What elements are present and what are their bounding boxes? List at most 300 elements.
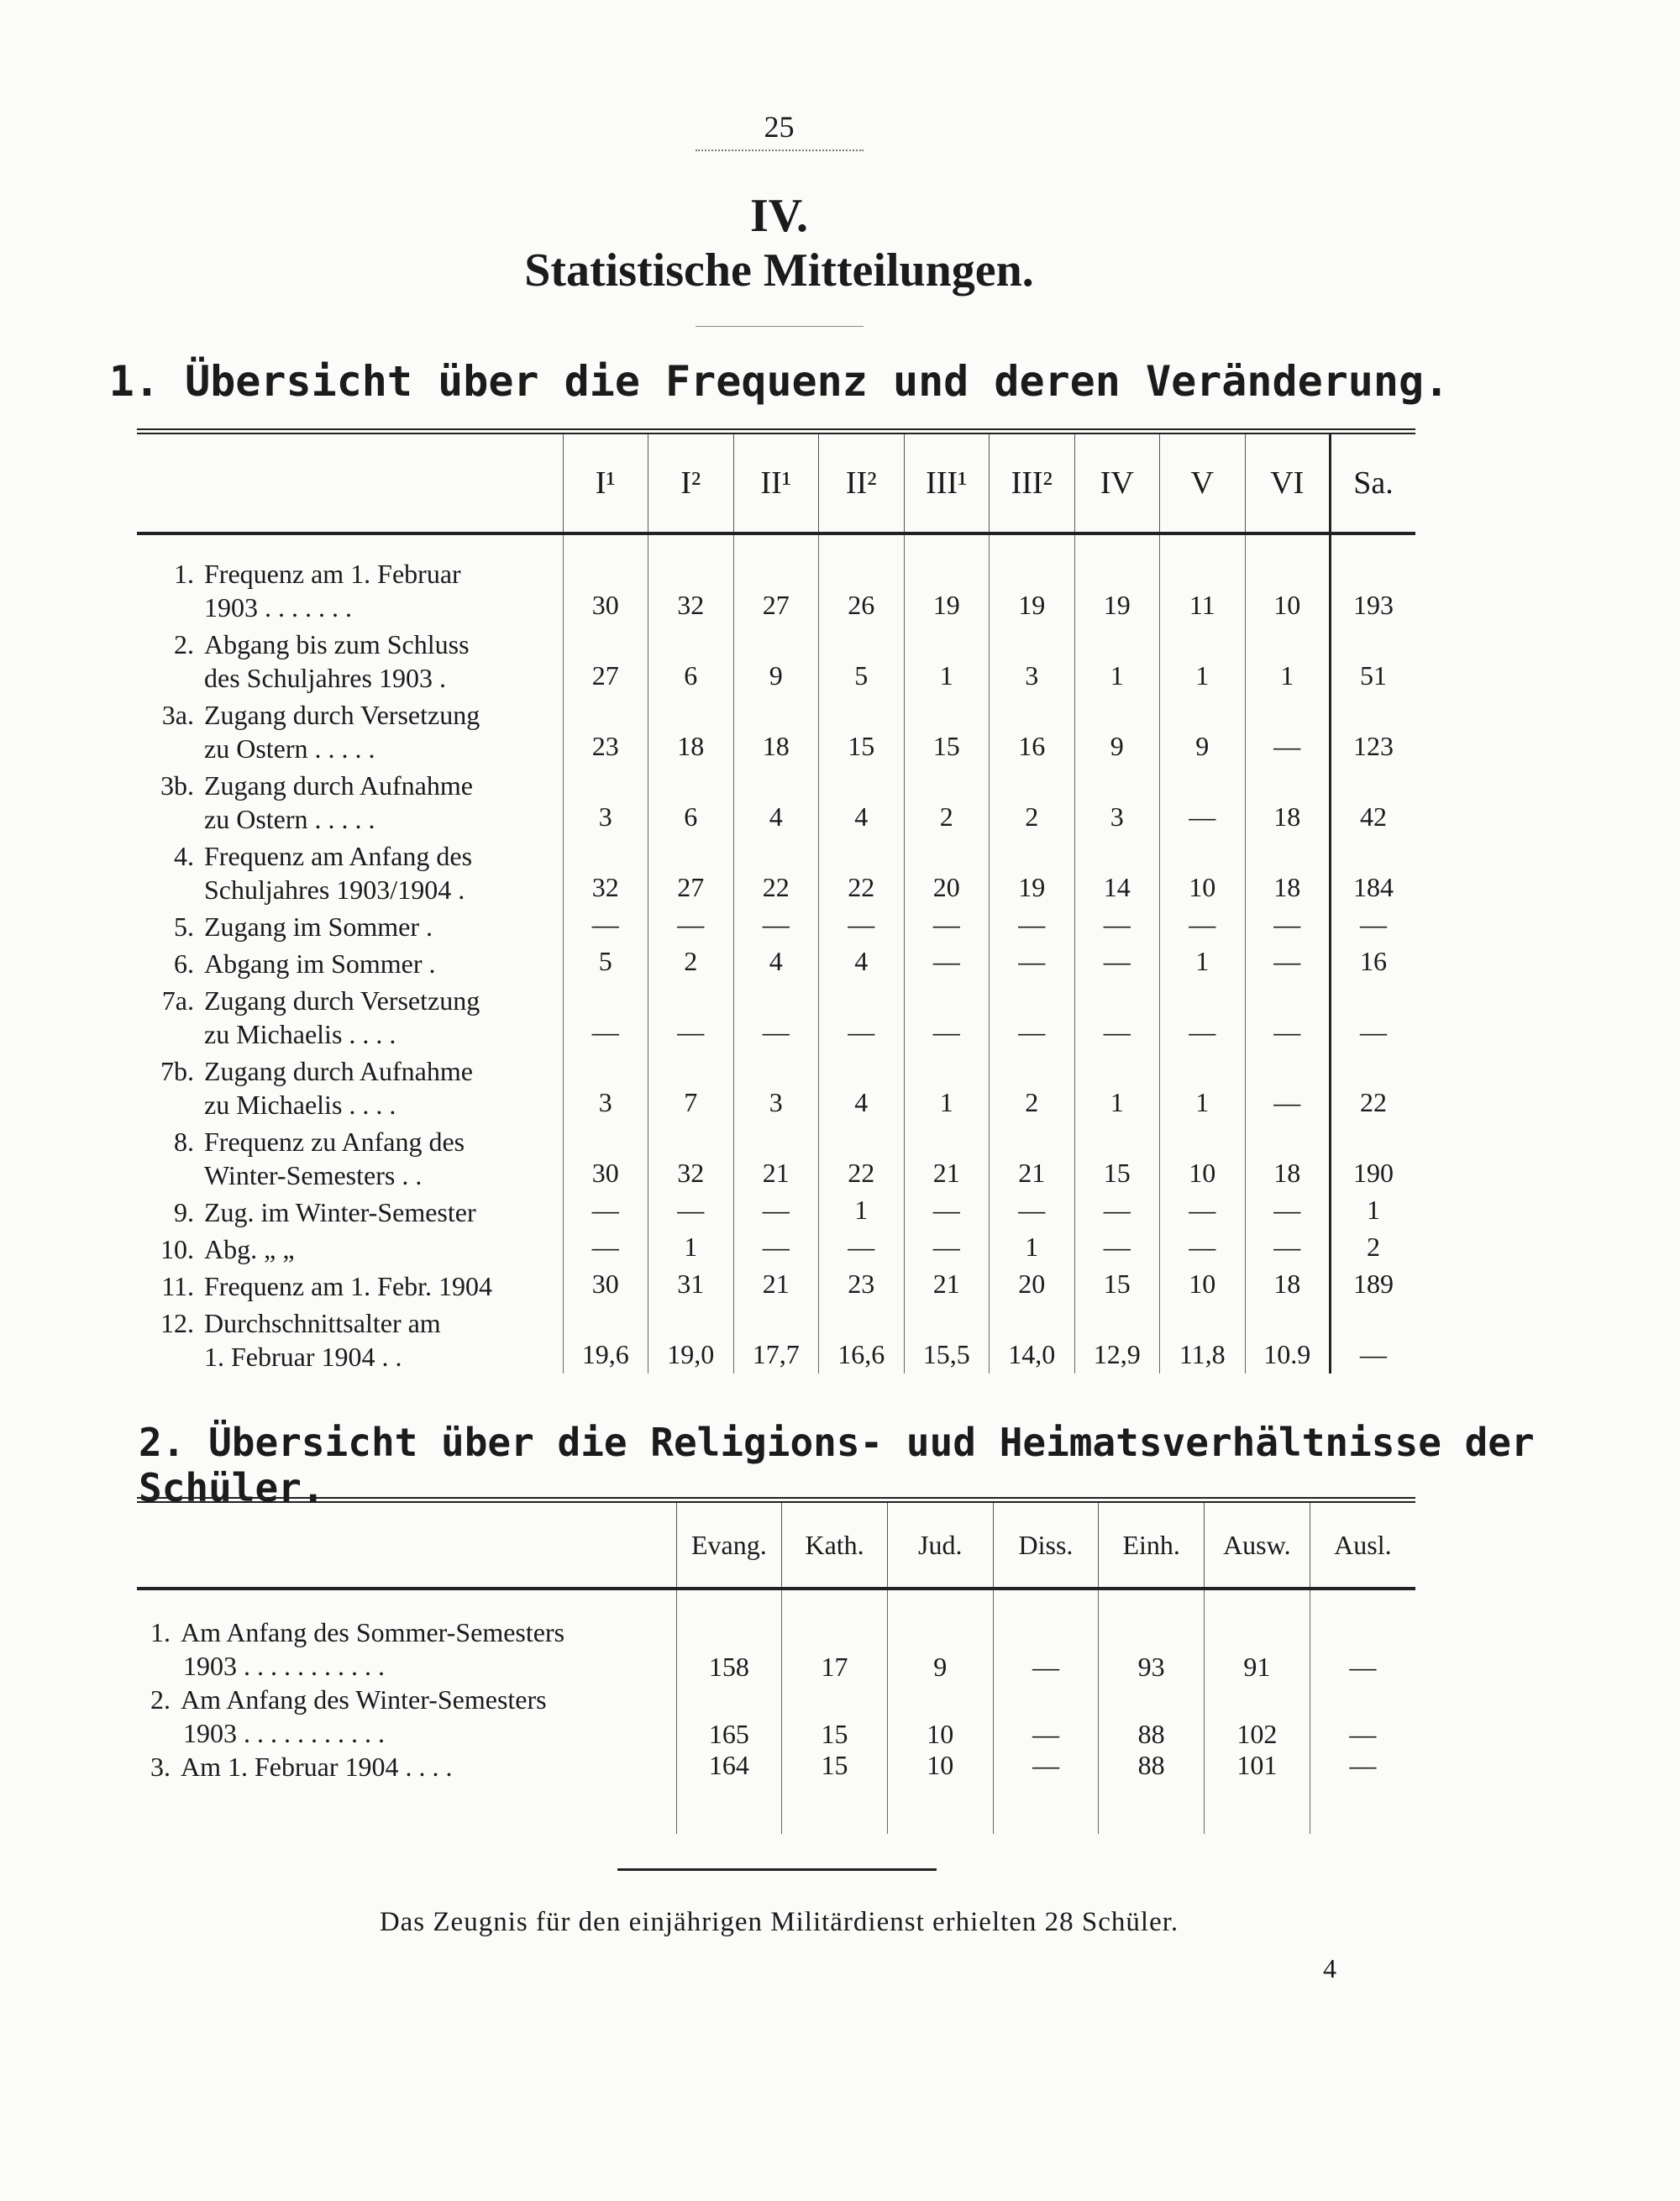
table-cell: 193 [1331, 533, 1416, 624]
table-cell: 14 [1074, 836, 1160, 906]
table-cell: 184 [1331, 836, 1416, 906]
table-cell: — [1074, 1192, 1160, 1229]
table-cell: 10.9 [1245, 1303, 1331, 1374]
table-cell: 11 [1160, 533, 1246, 624]
table-cell: 1 [1331, 1192, 1416, 1229]
row-label-text: Winter-Semesters . . [204, 1160, 423, 1190]
row-label-text: des Schuljahres 1903 . [204, 663, 446, 693]
table-cell: 27 [648, 836, 734, 906]
table-cell: — [990, 1192, 1075, 1229]
table-cell: — [819, 980, 905, 1051]
row-label-text: 1903 . . . . . . . [204, 592, 352, 622]
row-label-text: zu Michaelis . . . . [204, 1019, 396, 1049]
table-cell: 4 [819, 765, 905, 836]
column-header: V [1160, 432, 1246, 534]
row-label-text: Abgang im Sommer . [204, 948, 436, 979]
row-label-text: 1. Februar 1904 . . [204, 1342, 402, 1372]
table-cell: 20 [904, 836, 990, 906]
table-row [137, 695, 1415, 765]
header-blank-cell [137, 432, 563, 534]
row-number: 8. [174, 1127, 194, 1157]
table-cell: 3 [733, 1051, 819, 1122]
footnote: Das Zeugnis für den einjährigen Militärdienst erhielten 28 Schüler. [379, 1907, 1179, 1937]
row-label-text: Abgang bis zum Schluss [204, 629, 470, 659]
table-cell: 15 [904, 695, 990, 765]
closing-rule [617, 1868, 937, 1871]
table-cell: 7 [648, 1051, 734, 1122]
table-cell: 18 [1245, 765, 1331, 836]
row-label [137, 1229, 563, 1266]
row-label-text: Am 1. Februar 1904 . . . . [181, 1752, 453, 1782]
row-label-text: zu Michaelis . . . . [204, 1090, 396, 1120]
table-cell: — [1245, 695, 1331, 765]
table-cell: — [1310, 1683, 1415, 1750]
table-cell: 15 [782, 1683, 888, 1750]
table-cell: 22 [1331, 1051, 1416, 1122]
row-label-line [137, 1232, 563, 1266]
table-cell: 88 [1099, 1683, 1205, 1750]
row-number: 5. [174, 911, 194, 942]
table-cell: 2 [648, 943, 734, 980]
table-cell: 27 [733, 533, 819, 624]
table-cell: — [1331, 906, 1416, 943]
row-number: 10. [160, 1234, 194, 1264]
column-header: III² [990, 432, 1075, 534]
table-cell: 30 [563, 1122, 648, 1192]
table-cell: 3 [1074, 765, 1160, 836]
table-cell: 1 [819, 1192, 905, 1229]
row-label [137, 1303, 563, 1374]
row-label-line [137, 591, 563, 624]
row-label-text: Zug. im Winter-Semester [204, 1197, 476, 1227]
table-cell: 1 [648, 1229, 734, 1266]
table-cell: — [904, 980, 990, 1051]
table-cell: — [993, 1750, 1099, 1834]
table-cell: 18 [1245, 1122, 1331, 1192]
table-cell: — [819, 906, 905, 943]
table-cell: 10 [1160, 1266, 1246, 1303]
row-label-line [137, 1158, 563, 1192]
table-cell: 4 [819, 1051, 905, 1122]
row-number: 3a. [161, 700, 194, 730]
table-cell: — [563, 1229, 648, 1266]
row-label [137, 533, 563, 624]
row-number: 1. [174, 559, 194, 589]
row-label-text: Frequenz zu Anfang des [204, 1127, 465, 1157]
column-header: II² [819, 432, 905, 534]
table-cell: 32 [563, 836, 648, 906]
table-row [137, 1589, 1415, 1683]
table-cell: 15 [1074, 1122, 1160, 1192]
row-label [137, 1051, 563, 1122]
table-cell: — [1245, 906, 1331, 943]
row-label-text: zu Ostern . . . . . [204, 733, 375, 764]
table-cell: 15 [782, 1750, 888, 1834]
table-cell: — [904, 1192, 990, 1229]
row-label-text: Am Anfang des Winter-Semesters [181, 1684, 547, 1715]
table-row [137, 836, 1415, 906]
row-number: 6. [174, 948, 194, 979]
row-label-text: Abg. „ „ [204, 1234, 295, 1264]
row-number: 2. [174, 629, 194, 659]
table-cell: — [1160, 1192, 1246, 1229]
table-cell: 14,0 [990, 1303, 1075, 1374]
row-number: 3b. [160, 770, 194, 801]
table-cell: — [733, 980, 819, 1051]
table-row [137, 1303, 1415, 1374]
table-row [137, 624, 1415, 695]
table-cell: — [904, 906, 990, 943]
table-cell: — [563, 1192, 648, 1229]
table-cell: 15 [819, 695, 905, 765]
table-cell: — [563, 906, 648, 943]
table-cell: 3 [563, 1051, 648, 1122]
table-cell: — [1160, 980, 1246, 1051]
table-row [137, 533, 1415, 624]
column-header: Ausw. [1205, 1500, 1310, 1589]
table-cell: 18 [1245, 1266, 1331, 1303]
column-header: Diss. [993, 1500, 1099, 1589]
table-cell: 123 [1331, 695, 1416, 765]
table-cell: 190 [1331, 1122, 1416, 1192]
table-cell: 9 [733, 624, 819, 695]
table-cell: 23 [563, 695, 648, 765]
row-label-line [137, 910, 563, 943]
table-cell: 165 [676, 1683, 782, 1750]
table-cell: 2 [1331, 1229, 1416, 1266]
table-cell: 18 [733, 695, 819, 765]
table-cell: 17,7 [733, 1303, 819, 1374]
table-cell: 27 [563, 624, 648, 695]
table-cell: — [1331, 980, 1416, 1051]
row-label-text: Zugang durch Versetzung [204, 985, 480, 1016]
table-row [137, 1683, 1415, 1750]
table-cell: — [1245, 1192, 1331, 1229]
table-cell: 18 [648, 695, 734, 765]
table-cell: — [990, 980, 1075, 1051]
table-cell: 101 [1205, 1750, 1310, 1834]
table-cell: 2 [990, 1051, 1075, 1122]
table2-heading: 2. Übersicht über die Religions- uud Heimatsverhältnisse der Schüler. [139, 1420, 1535, 1510]
table-cell: — [1160, 906, 1246, 943]
table-cell: — [648, 906, 734, 943]
row-label-text: Durchschnittsalter am [204, 1308, 441, 1338]
table-cell: — [648, 980, 734, 1051]
row-number: 12. [160, 1308, 194, 1338]
table-cell: 10 [887, 1683, 993, 1750]
column-header: Evang. [676, 1500, 782, 1589]
table-cell: 30 [563, 533, 648, 624]
row-label-line [137, 1088, 563, 1122]
table-cell: 6 [648, 765, 734, 836]
table-cell: 15 [1074, 1266, 1160, 1303]
row-label-line [137, 1649, 676, 1683]
column-header: Einh. [1099, 1500, 1205, 1589]
table-cell: 10 [1160, 836, 1246, 906]
section-number: IV. [749, 190, 808, 242]
row-label-line [137, 698, 563, 732]
table-cell: 21 [733, 1122, 819, 1192]
row-label-line [137, 1716, 676, 1750]
table-cell: 15,5 [904, 1303, 990, 1374]
row-label [137, 1683, 676, 1750]
row-label [137, 1266, 563, 1303]
column-header: I¹ [563, 432, 648, 534]
table-cell: 16 [1331, 943, 1416, 980]
table-cell: 1 [904, 1051, 990, 1122]
table-cell: 19,0 [648, 1303, 734, 1374]
table-row [137, 1122, 1415, 1192]
table-header-row [137, 1500, 1415, 1589]
table-cell: 9 [1074, 695, 1160, 765]
row-label [137, 1750, 676, 1834]
table-row [137, 765, 1415, 836]
table-row [137, 1229, 1415, 1266]
table-cell: 20 [990, 1266, 1075, 1303]
table-cell: 51 [1331, 624, 1416, 695]
table-cell: 4 [733, 943, 819, 980]
table-cell: 5 [563, 943, 648, 980]
row-label-line [137, 1017, 563, 1051]
table-cell: 42 [1331, 765, 1416, 836]
table-cell: 16,6 [819, 1303, 905, 1374]
table-cell: 1 [990, 1229, 1075, 1266]
table-cell: 11,8 [1160, 1303, 1246, 1374]
row-label-line [137, 628, 563, 661]
table-cell: — [990, 943, 1075, 980]
title-rule [696, 326, 864, 327]
row-label-text: 1903 . . . . . . . . . . . [183, 1718, 385, 1748]
signature-mark: 4 [1323, 1953, 1336, 1983]
row-label [137, 980, 563, 1051]
table-header-row [137, 432, 1415, 534]
table-cell: 21 [990, 1122, 1075, 1192]
table-cell: — [1074, 943, 1160, 980]
row-number: 4. [174, 841, 194, 871]
table1-heading: 1. Übersicht über die Frequenz und deren Veränderung. [108, 357, 1450, 406]
row-label-text: 1903 . . . . . . . . . . . [183, 1651, 385, 1681]
table-cell: — [1160, 765, 1246, 836]
table-cell: — [1310, 1750, 1415, 1834]
row-label [137, 1589, 676, 1683]
row-number: 9. [174, 1197, 194, 1227]
table-cell: 10 [1245, 533, 1331, 624]
column-header: VI [1245, 432, 1331, 534]
header-blank-cell [137, 1500, 676, 1589]
table-cell: — [1310, 1589, 1415, 1683]
table-cell: — [1074, 906, 1160, 943]
table-cell: 164 [676, 1750, 782, 1834]
table-cell: 1 [1245, 624, 1331, 695]
row-label-line [137, 1306, 563, 1340]
row-label-text: Schuljahres 1903/1904 . [204, 875, 465, 905]
row-label-text: Zugang im Sommer . [204, 911, 433, 942]
table-cell: 12,9 [1074, 1303, 1160, 1374]
column-header: III¹ [904, 432, 990, 534]
row-label-text: Am Anfang des Sommer-Semesters [181, 1617, 565, 1647]
table-cell: 32 [648, 533, 734, 624]
row-label-text: Zugang durch Aufnahme [204, 1056, 473, 1086]
row-label [137, 624, 563, 695]
row-label [137, 695, 563, 765]
table-cell: 4 [819, 943, 905, 980]
table-cell: 21 [733, 1266, 819, 1303]
column-header: Ausl. [1310, 1500, 1415, 1589]
row-label-line [137, 1683, 676, 1716]
table-cell: 1 [904, 624, 990, 695]
table-cell: 5 [819, 624, 905, 695]
row-number: 2. [150, 1684, 171, 1715]
row-label-text: Zugang durch Aufnahme [204, 770, 473, 801]
table-cell: 1 [1160, 624, 1246, 695]
row-label-line [137, 1195, 563, 1229]
table-cell: 19 [990, 836, 1075, 906]
row-label-line [137, 873, 563, 906]
table-cell: 3 [990, 624, 1075, 695]
table-cell: — [1245, 943, 1331, 980]
page-number-rule [696, 150, 864, 151]
row-label-text: Zugang durch Versetzung [204, 700, 480, 730]
table-cell: 3 [563, 765, 648, 836]
row-label [137, 765, 563, 836]
table-cell: — [819, 1229, 905, 1266]
table-cell: 6 [648, 624, 734, 695]
row-label-line [137, 802, 563, 836]
page-title: Statistische Mitteilungen. [524, 244, 1034, 297]
table-cell: — [1245, 1229, 1331, 1266]
table-cell: — [1331, 1303, 1416, 1374]
table-row [137, 906, 1415, 943]
table-cell: 9 [1160, 695, 1246, 765]
row-label-text: Frequenz am Anfang des [204, 841, 473, 871]
column-header: I² [648, 432, 734, 534]
table-cell: 2 [904, 765, 990, 836]
table-cell: 22 [819, 1122, 905, 1192]
table-row [137, 943, 1415, 980]
table-cell: 19 [904, 533, 990, 624]
table-cell: 26 [819, 533, 905, 624]
column-header: IV [1074, 432, 1160, 534]
table-cell: 31 [648, 1266, 734, 1303]
column-header: II¹ [733, 432, 819, 534]
row-label-line [137, 732, 563, 765]
column-header: Jud. [887, 1500, 993, 1589]
table-row [137, 1750, 1415, 1834]
religion-table [137, 1497, 1415, 1834]
row-label-line [137, 839, 563, 873]
row-number: 7b. [160, 1056, 194, 1086]
table-cell: — [733, 906, 819, 943]
table-row [137, 980, 1415, 1051]
row-label-line [137, 1615, 676, 1649]
table-cell: — [733, 1192, 819, 1229]
table-cell: — [563, 980, 648, 1051]
table-cell: 88 [1099, 1750, 1205, 1834]
row-number: 7a. [161, 985, 194, 1016]
table-cell: — [648, 1192, 734, 1229]
row-label-line [137, 1750, 676, 1783]
row-label-line [137, 1269, 563, 1303]
table-cell: 10 [1160, 1122, 1246, 1192]
row-label [137, 1192, 563, 1229]
table-cell: 22 [819, 836, 905, 906]
table-cell: 10 [887, 1750, 993, 1834]
table-cell: 1 [1160, 1051, 1246, 1122]
row-number: 11. [161, 1271, 194, 1301]
table-cell: — [1074, 1229, 1160, 1266]
table-cell: — [993, 1683, 1099, 1750]
table-cell: — [1245, 1051, 1331, 1122]
row-label-line [137, 947, 563, 980]
table-cell: 21 [904, 1266, 990, 1303]
table-cell: 32 [648, 1122, 734, 1192]
table-cell: 16 [990, 695, 1075, 765]
row-label [137, 836, 563, 906]
table-cell: 19,6 [563, 1303, 648, 1374]
table-cell: — [993, 1589, 1099, 1683]
row-label-line [137, 1340, 563, 1374]
table-cell: 9 [887, 1589, 993, 1683]
table-cell: 2 [990, 765, 1075, 836]
row-label-line [137, 1054, 563, 1088]
table-row [137, 1051, 1415, 1122]
table-cell: — [904, 1229, 990, 1266]
table-row [137, 1192, 1415, 1229]
row-label-line [137, 984, 563, 1017]
table-cell: 17 [782, 1589, 888, 1683]
row-label-text: Frequenz am 1. Febr. 1904 [204, 1271, 493, 1301]
table-cell: 91 [1205, 1589, 1310, 1683]
row-label-text: Frequenz am 1. Februar [204, 559, 461, 589]
table-cell: 23 [819, 1266, 905, 1303]
table-cell: 1 [1160, 943, 1246, 980]
row-label-text: zu Ostern . . . . . [204, 804, 375, 834]
row-label-line [137, 661, 563, 695]
table-row [137, 1266, 1415, 1303]
row-label-line [137, 1125, 563, 1158]
row-label-line [137, 769, 563, 802]
table-cell: — [1245, 980, 1331, 1051]
table-cell: 21 [904, 1122, 990, 1192]
table-cell: 93 [1099, 1589, 1205, 1683]
page-number: 25 [764, 110, 795, 144]
frequency-table [137, 428, 1415, 1374]
column-header: Sa. [1331, 432, 1416, 534]
row-label [137, 1122, 563, 1192]
table-cell: 19 [1074, 533, 1160, 624]
row-label [137, 943, 563, 980]
table-cell: — [904, 943, 990, 980]
table-cell: 189 [1331, 1266, 1416, 1303]
table-cell: — [1160, 1229, 1246, 1266]
table-cell: 4 [733, 765, 819, 836]
table-cell: 158 [676, 1589, 782, 1683]
table-cell: — [1074, 980, 1160, 1051]
row-number: 1. [150, 1617, 171, 1647]
row-label [137, 906, 563, 943]
table-cell: 18 [1245, 836, 1331, 906]
column-header: Kath. [782, 1500, 888, 1589]
table-cell: 30 [563, 1266, 648, 1303]
table-cell: 19 [990, 533, 1075, 624]
table-cell: 22 [733, 836, 819, 906]
table-cell: 1 [1074, 624, 1160, 695]
row-label-line [137, 557, 563, 591]
table-cell: 1 [1074, 1051, 1160, 1122]
table-cell: 102 [1205, 1683, 1310, 1750]
table-cell: — [990, 906, 1075, 943]
table-cell: — [733, 1229, 819, 1266]
